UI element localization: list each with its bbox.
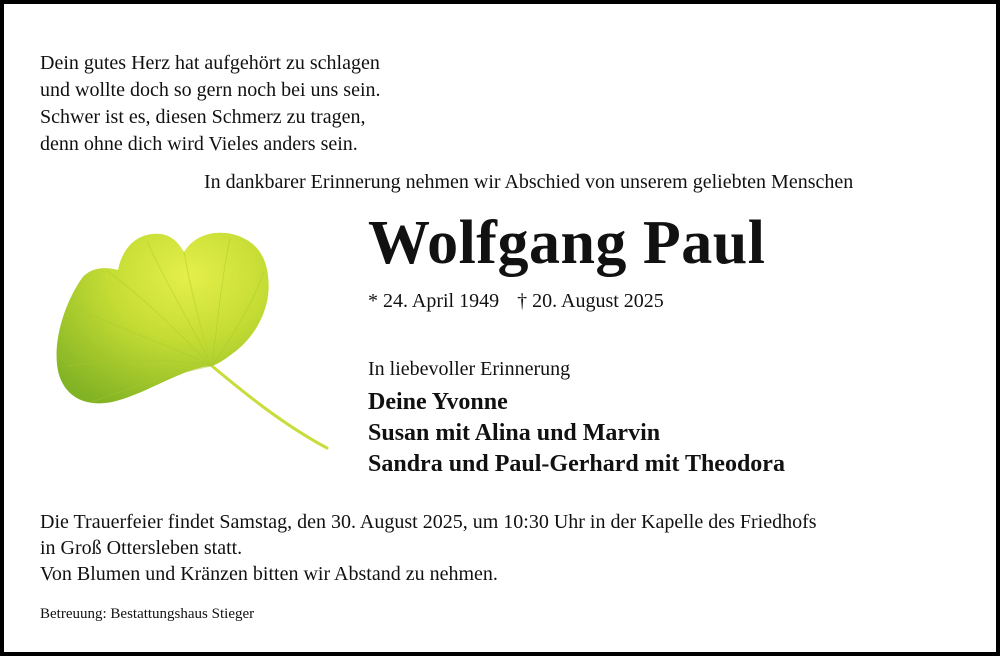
intro-text: In dankbarer Erinnerung nehmen wir Abschied von unserem geliebten Menschen bbox=[204, 171, 854, 193]
poem-line: und wollte doch so gern noch bei uns sein. bbox=[40, 79, 381, 101]
mourner-entry: Deine Yvonne bbox=[368, 389, 508, 415]
mourner-entry: Susan mit Alina und Marvin bbox=[368, 420, 661, 446]
memory-line: In liebevoller Erinnerung bbox=[368, 358, 571, 380]
poem bbox=[40, 50, 381, 158]
birth-date: * 24. April 1949 bbox=[368, 290, 500, 312]
poem-line: Schwer ist es, diesen Schmerz zu tragen, bbox=[40, 106, 366, 128]
funeral-line: in Groß Ottersleben statt. bbox=[40, 537, 243, 559]
mourners-list bbox=[368, 387, 785, 480]
funeral-line: Die Trauerfeier findet Samstag, den 30. August 2025, um 10:30 Uhr in der Kapelle des Friedhofs bbox=[40, 511, 817, 533]
funeral-home-credit: Betreuung: Bestattungshaus Stieger bbox=[40, 606, 255, 622]
poem-line: Dein gutes Herz hat aufgehört zu schlagen bbox=[40, 52, 380, 74]
death-date: † 20. August 2025 bbox=[517, 290, 664, 312]
ginkgo-leaf-icon bbox=[52, 226, 332, 452]
mourner-entry: Sandra und Paul-Gerhard mit Theodora bbox=[368, 451, 785, 477]
poem-line: denn ohne dich wird Vieles anders sein. bbox=[40, 133, 358, 155]
funeral-line: Von Blumen und Kränzen bitten wir Abstand zu nehmen. bbox=[40, 563, 498, 585]
funeral-info bbox=[40, 509, 817, 587]
deceased-name: Wolfgang Paul bbox=[368, 209, 766, 277]
life-dates bbox=[368, 290, 664, 313]
